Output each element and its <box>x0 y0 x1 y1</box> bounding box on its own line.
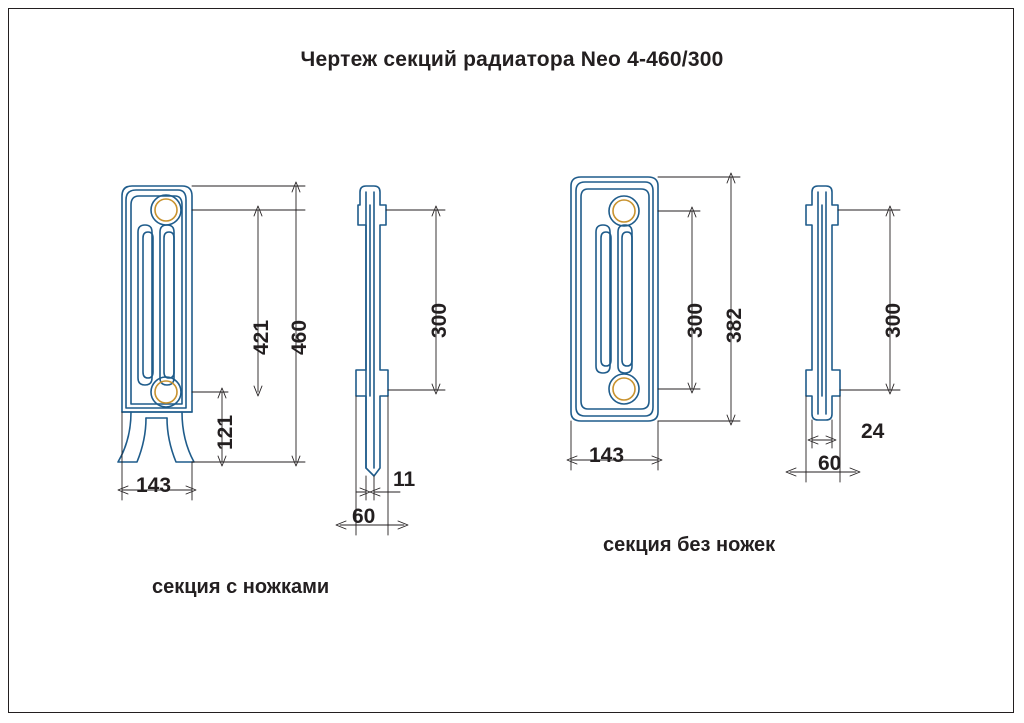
dim-right-front-width: 143 <box>589 444 625 467</box>
page-title: Чертеж секций радиатора Neo 4-460/300 <box>300 48 724 71</box>
dim-left-side-depth: 60 <box>352 505 376 528</box>
caption-section-without-legs: секция без ножек <box>603 534 776 556</box>
dim-left-front-center-distance: 421 <box>250 319 273 355</box>
drawing-frame <box>8 8 1014 713</box>
dim-left-side-height: 300 <box>428 302 451 338</box>
dim-right-front-total-height: 382 <box>723 307 746 343</box>
dim-left-front-leg-height: 121 <box>214 414 237 450</box>
dim-left-side-wall-thickness: 11 <box>393 468 416 491</box>
dim-left-front-total-height: 460 <box>288 319 311 355</box>
dim-right-side-height: 300 <box>882 302 905 338</box>
caption-section-with-legs: секция с ножками <box>152 576 330 598</box>
dim-right-front-center-distance: 300 <box>684 302 707 338</box>
dim-right-side-depth: 60 <box>818 452 842 475</box>
dim-left-front-width: 143 <box>136 474 172 497</box>
dim-right-side-flange: 24 <box>861 420 885 443</box>
